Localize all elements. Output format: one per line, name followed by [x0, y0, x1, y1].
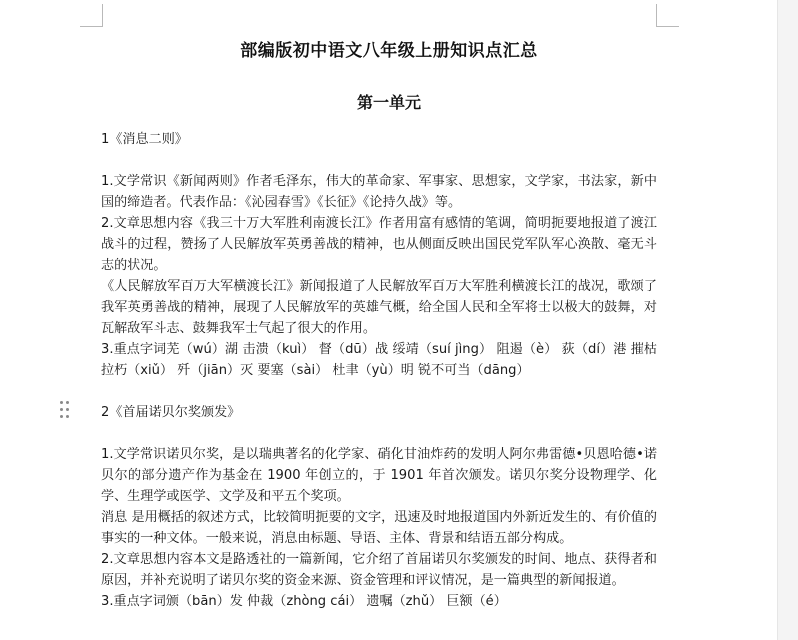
lesson-heading[interactable]: 2《首届诺贝尔奖颁发》 — [101, 405, 241, 420]
paragraph[interactable]: 2.文章思想内容《我三十万大军胜利南渡长江》作者用富有感情的笔调，简明扼要地报道了渡江战斗的过程，赞扬了人民解放军英勇善战的精神，也从侧面反映出国民党军队军心涣散、毫无斗志的状况。 — [101, 216, 657, 273]
blank-line — [101, 150, 657, 171]
unit-title[interactable]: 第一单元 — [356, 93, 421, 112]
paragraph[interactable]: 2.文章思想内容本文是路透社的一篇新闻，它介绍了首届诺贝尔奖颁发的时间、地点、获得者和原因，并补充说明了诺贝尔奖的资金来源、资金管理和评议情况，是一篇典型的新闻报道。 — [101, 552, 657, 588]
page-corner-mark-top-left — [80, 4, 103, 27]
vertical-scrollbar[interactable] — [777, 0, 798, 640]
blank-line — [101, 381, 657, 402]
paragraph[interactable]: 3.重点字词芜（wú）湖 击溃（kuì） 督（dū）战 绥靖（suí jìng） 阻遏（è） 荻（dí）港 摧枯拉朽（xiǔ） 歼（jiān）灭 要塞（sài） 杜聿（yù）明 锐不可当（dāng） — [101, 342, 657, 378]
document-title[interactable]: 部编版初中语文八年级上册知识点汇总 — [240, 41, 538, 61]
paragraph[interactable]: 1.文学常识《新闻两则》作者毛泽东，伟大的革命家、军事家、思想家，文学家，书法家，新中国的缔造者。代表作品：《沁园春雪》《长征》《论持久战》等。 — [101, 174, 657, 210]
lesson-heading[interactable]: 1《消息二则》 — [101, 132, 188, 147]
document-body[interactable] — [101, 129, 657, 612]
blank-line — [101, 423, 657, 444]
paragraph[interactable]: 消息 是用概括的叙述方式，比较简明扼要的文字，迅速及时地报道国内外新近发生的、有价值的事实的一种文体。一般来说，消息由标题、导语、主体、背景和结语五部分构成。 — [101, 510, 657, 546]
paragraph[interactable]: 3.重点字词颁（bān）发 仲裁（zhòng cái） 遗嘱（zhǔ） 巨额（é） — [101, 594, 507, 609]
drag-handle-icon[interactable] — [60, 401, 70, 419]
page-corner-mark-top-right — [656, 4, 679, 27]
paragraph[interactable]: 《人民解放军百万大军横渡长江》新闻报道了人民解放军百万大军胜利横渡长江的战况，歌颂了我军英勇善战的精神，展现了人民解放军的英雄气概，给全国人民和全军将士以极大的鼓舞，对瓦解敌军斗志、鼓舞我军士气起了很大的作用。 — [101, 279, 657, 336]
paragraph[interactable]: 1.文学常识诺贝尔奖，是以瑞典著名的化学家、硝化甘油炸药的发明人阿尔弗雷德•贝恩哈德•诺贝尔的部分遗产作为基金在 1900 年创立的，于 1901 年首次颁发。诺贝尔奖分设物理学、化学、生理学或医学、文学及和平五个奖项。 — [101, 447, 657, 504]
